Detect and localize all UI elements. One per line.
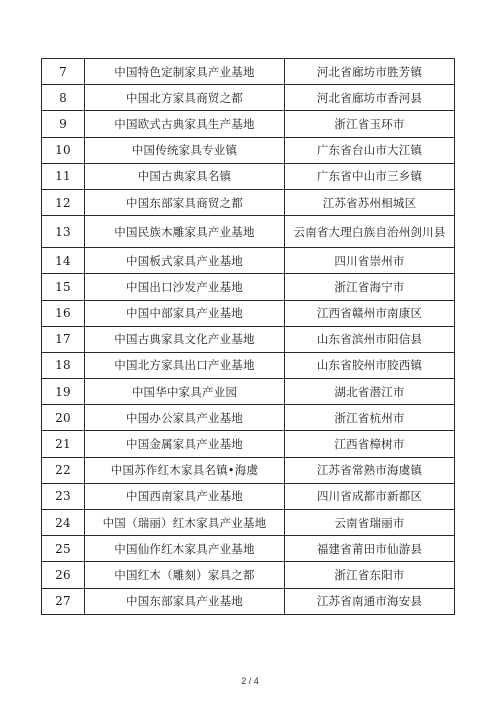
row-number-cell: 12 [42, 189, 85, 215]
row-number-cell: 16 [42, 300, 85, 326]
location-cell: 江苏省南通市海安县 [285, 588, 455, 614]
table-row [42, 248, 455, 274]
location-cell: 山东省胶州市胶西镇 [285, 352, 455, 378]
location-cell: 河北省廊坊市胜芳镇 [285, 59, 455, 85]
base-name-cell: 中国西南家具产业基地 [85, 483, 285, 509]
row-number-cell: 22 [42, 457, 85, 483]
row-number-cell: 24 [42, 510, 85, 536]
table-row [42, 189, 455, 215]
row-number-cell: 21 [42, 431, 85, 457]
table-row [42, 111, 455, 137]
location-cell: 江西省樟树市 [285, 431, 455, 457]
location-cell: 浙江省玉环市 [285, 111, 455, 137]
base-name-cell: 中国红木（雕刻）家具之都 [85, 562, 285, 588]
table-row [42, 588, 455, 614]
table-row [42, 431, 455, 457]
table-row [42, 510, 455, 536]
table-row [42, 457, 455, 483]
base-name-cell: 中国古典家具名镇 [85, 163, 285, 189]
table-row [42, 536, 455, 562]
base-name-cell: 中国出口沙发产业基地 [85, 274, 285, 300]
row-number-cell: 17 [42, 326, 85, 352]
row-number-cell: 25 [42, 536, 85, 562]
table-row [42, 300, 455, 326]
row-number-cell: 13 [42, 216, 85, 248]
table-row [42, 326, 455, 352]
row-number-cell: 15 [42, 274, 85, 300]
base-name-cell: 中国北方家具商贸之都 [85, 85, 285, 111]
table-row [42, 405, 455, 431]
location-cell: 浙江省海宁市 [285, 274, 455, 300]
furniture-base-table [41, 58, 455, 615]
row-number-cell: 9 [42, 111, 85, 137]
base-name-cell: 中国传统家具专业镇 [85, 137, 285, 163]
location-cell: 浙江省东阳市 [285, 562, 455, 588]
location-cell: 云南省瑞丽市 [285, 510, 455, 536]
base-name-cell: 中国仙作红木家具产业基地 [85, 536, 285, 562]
base-name-cell: 中国特色定制家具产业基地 [85, 59, 285, 85]
table-row [42, 379, 455, 405]
base-name-cell: 中国东部家具商贸之都 [85, 189, 285, 215]
location-cell: 江西省赣州市南康区 [285, 300, 455, 326]
base-name-cell: 中国欧式古典家具生产基地 [85, 111, 285, 137]
row-number-cell: 10 [42, 137, 85, 163]
row-number-cell: 11 [42, 163, 85, 189]
row-number-cell: 27 [42, 588, 85, 614]
base-name-cell: 中国办公家具产业基地 [85, 405, 285, 431]
row-number-cell: 19 [42, 379, 85, 405]
row-number-cell: 7 [42, 59, 85, 85]
base-name-cell: 中国苏作红木家具名镇•海虞 [85, 457, 285, 483]
row-number-cell: 20 [42, 405, 85, 431]
base-name-cell: 中国北方家具出口产业基地 [85, 352, 285, 378]
base-name-cell: 中国金属家具产业基地 [85, 431, 285, 457]
location-cell: 福建省莆田市仙游县 [285, 536, 455, 562]
location-cell: 广东省台山市大江镇 [285, 137, 455, 163]
base-name-cell: 中国华中家具产业园 [85, 379, 285, 405]
base-name-cell: 中国（瑞丽）红木家具产业基地 [85, 510, 285, 536]
location-cell: 四川省崇州市 [285, 248, 455, 274]
table-row [42, 137, 455, 163]
base-name-cell: 中国古典家具文化产业基地 [85, 326, 285, 352]
row-number-cell: 26 [42, 562, 85, 588]
table-body [42, 59, 455, 615]
base-name-cell: 中国东部家具产业基地 [85, 588, 285, 614]
location-cell: 河北省廊坊市香河县 [285, 85, 455, 111]
location-cell: 湖北省潜江市 [285, 379, 455, 405]
location-cell: 山东省滨州市阳信县 [285, 326, 455, 352]
table-row [42, 163, 455, 189]
location-cell: 四川省成都市新都区 [285, 483, 455, 509]
row-number-cell: 14 [42, 248, 85, 274]
base-name-cell: 中国中部家具产业基地 [85, 300, 285, 326]
location-cell: 浙江省杭州市 [285, 405, 455, 431]
page-number: 2 / 4 [241, 676, 259, 686]
table-row [42, 352, 455, 378]
table-row [42, 274, 455, 300]
row-number-cell: 23 [42, 483, 85, 509]
location-cell: 广东省中山市三乡镇 [285, 163, 455, 189]
table-row [42, 85, 455, 111]
table-row [42, 216, 455, 248]
table-row [42, 483, 455, 509]
row-number-cell: 8 [42, 85, 85, 111]
table-row [42, 59, 455, 85]
location-cell: 江苏省苏州相城区 [285, 189, 455, 215]
row-number-cell: 18 [42, 352, 85, 378]
base-name-cell: 中国民族木雕家具产业基地 [85, 216, 285, 248]
table-row [42, 562, 455, 588]
location-cell: 江苏省常熟市海虞镇 [285, 457, 455, 483]
location-cell: 云南省大理白族自治州剑川县 [285, 216, 455, 248]
base-name-cell: 中国板式家具产业基地 [85, 248, 285, 274]
